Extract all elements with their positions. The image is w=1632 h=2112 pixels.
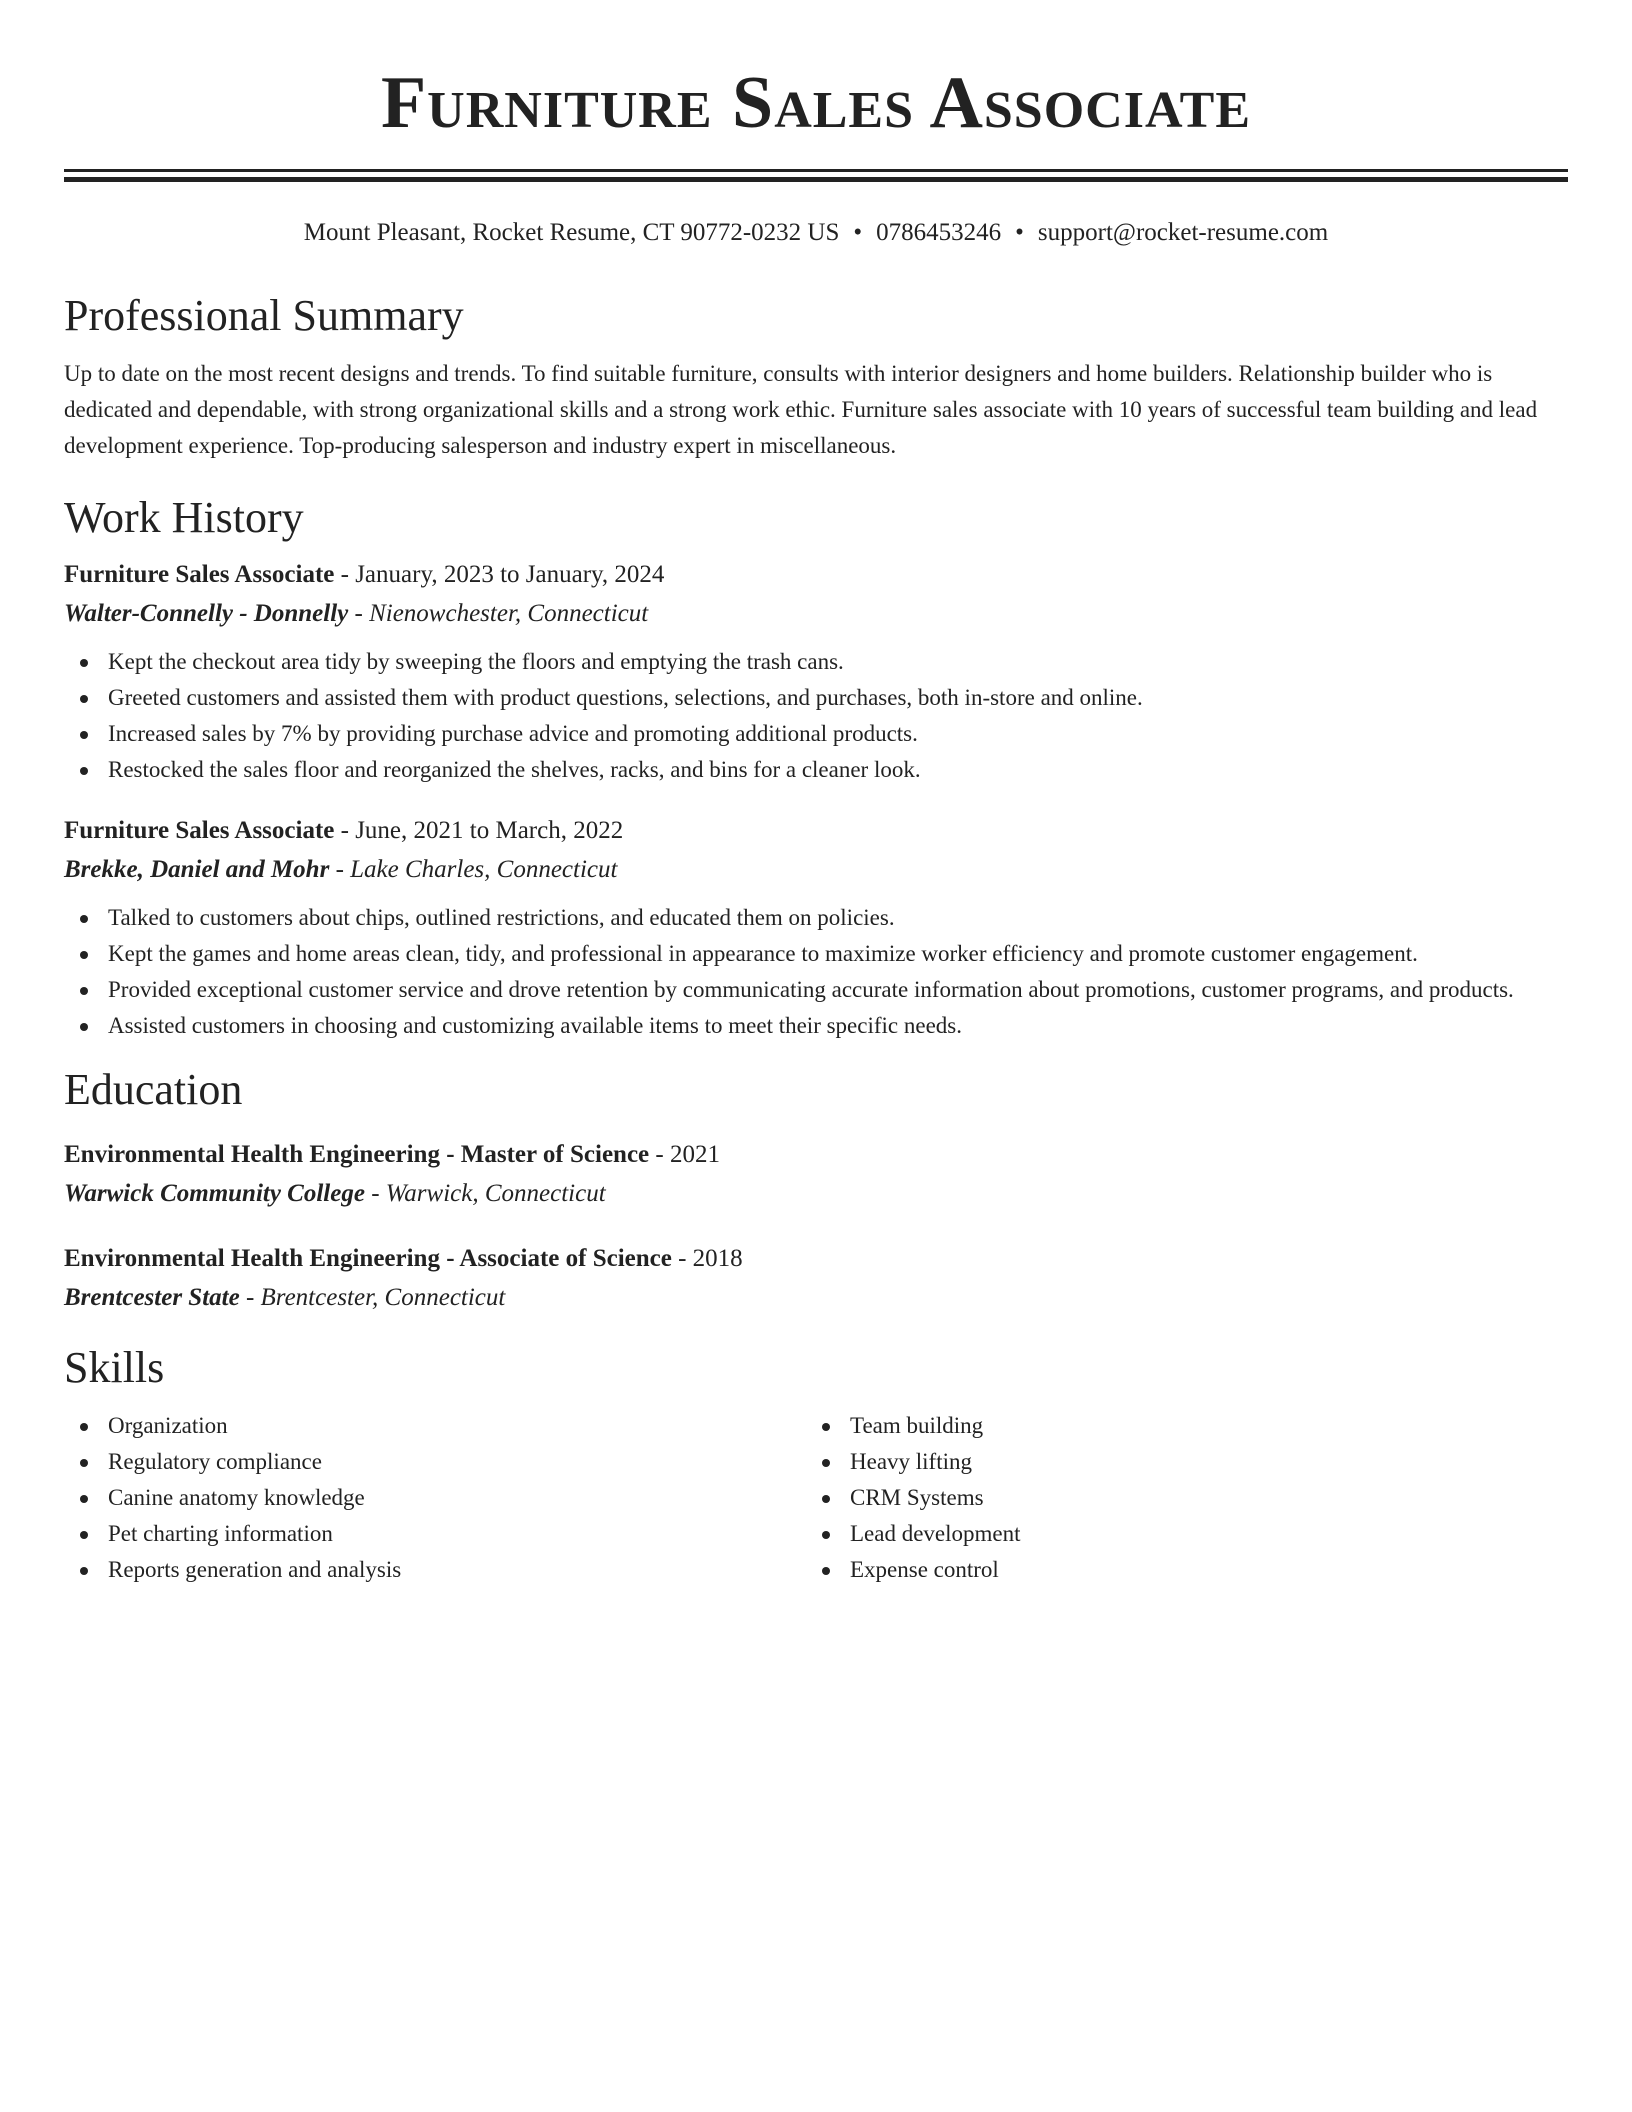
- education-year: - 2021: [649, 1141, 720, 1168]
- skill-item: Reports generation and analysis: [64, 1552, 806, 1588]
- contact-line: [64, 218, 1568, 248]
- job-company: Walter-Connelly - Donnelly: [64, 600, 349, 627]
- job-header: [64, 556, 1568, 594]
- education-location: - Warwick, Connecticut: [364, 1180, 606, 1207]
- section-title-summary: Professional Summary: [64, 291, 464, 340]
- skill-item: CRM Systems: [806, 1480, 1568, 1516]
- education-school-line: [64, 1278, 1568, 1318]
- contact-separator: •: [853, 219, 863, 246]
- skill-item: Lead development: [806, 1516, 1568, 1552]
- section-title-skills: Skills: [64, 1343, 165, 1392]
- skills-column-right: [806, 1408, 1568, 1588]
- job-company: Brekke, Daniel and Mohr: [64, 856, 330, 883]
- job-duty: Provided exceptional customer service and drove retention by communicating accurate information about promotions, customer programs, and products.: [64, 972, 1568, 1008]
- job-duty: Kept the games and home areas clean, tidy, and professional in appearance to maximize worker efficiency and promote customer engagement.: [64, 936, 1568, 972]
- skill-item: Organization: [64, 1408, 806, 1444]
- job-entry: [64, 556, 1568, 788]
- job-dates: - January, 2023 to January, 2024: [334, 561, 665, 588]
- education-school-line: [64, 1174, 1568, 1214]
- skills-list: [64, 1408, 1568, 1588]
- education-degree: Environmental Health Engineering - Associate of Science: [64, 1245, 672, 1272]
- job-entry: [64, 812, 1568, 1044]
- contact-email: support@rocket-resume.com: [1037, 219, 1329, 246]
- skills-column-left: [64, 1408, 806, 1588]
- education-year: - 2018: [671, 1245, 743, 1272]
- education-entry: [64, 1240, 1568, 1318]
- education-school: Warwick Community College: [64, 1180, 365, 1207]
- job-position: Furniture Sales Associate: [64, 817, 335, 844]
- skill-item: Regulatory compliance: [64, 1444, 806, 1480]
- skill-item: Pet charting information: [64, 1516, 806, 1552]
- job-duty: Talked to customers about chips, outlined restrictions, and educated them on policies.: [64, 900, 1568, 936]
- education-header: [64, 1240, 1568, 1278]
- contact-address: Mount Pleasant, Rocket Resume, CT 90772-0232 US: [303, 219, 840, 246]
- job-duty: Greeted customers and assisted them with product questions, selections, and purchases, both in-store and online.: [64, 680, 1568, 716]
- education-entry: [64, 1136, 1568, 1214]
- skill-item: Canine anatomy knowledge: [64, 1480, 806, 1516]
- job-duty: Assisted customers in choosing and customizing available items to meet their specific needs.: [64, 1008, 1568, 1044]
- job-duty: Kept the checkout area tidy by sweeping the floors and emptying the trash cans.: [64, 644, 1568, 680]
- job-header: [64, 812, 1568, 850]
- education-degree: Environmental Health Engineering - Master of Science: [64, 1141, 650, 1168]
- job-position: Furniture Sales Associate: [64, 561, 335, 588]
- job-location: - Nienowchester, Connecticut: [348, 600, 649, 627]
- contact-separator: •: [1015, 219, 1024, 246]
- skill-item: Team building: [806, 1408, 1568, 1444]
- skill-item: Expense control: [806, 1552, 1568, 1588]
- job-dates: - June, 2021 to March, 2022: [334, 817, 624, 844]
- header-rule-thick: [64, 177, 1568, 182]
- education-header: [64, 1136, 1568, 1174]
- job-duties: [64, 644, 1568, 788]
- skill-item: Heavy lifting: [806, 1444, 1568, 1480]
- candidate-name: Furniture Sales Associate: [380, 62, 1252, 144]
- education-location: - Brentcester, Connecticut: [239, 1284, 506, 1311]
- contact-phone: 0786453246: [876, 219, 1002, 246]
- job-duty: Restocked the sales floor and reorganized the shelves, racks, and bins for a cleaner look.: [64, 752, 1568, 788]
- section-title-work-history: Work History: [64, 493, 304, 542]
- section-title-education: Education: [64, 1065, 243, 1114]
- job-employer: [64, 850, 1568, 890]
- job-duties: [64, 900, 1568, 1044]
- education-school: Brentcester State: [64, 1284, 240, 1311]
- job-duty: Increased sales by 7% by providing purchase advice and promoting additional products.: [64, 716, 1568, 752]
- job-employer: [64, 594, 1568, 634]
- job-location: - Lake Charles, Connecticut: [329, 856, 618, 883]
- summary-text: Up to date on the most recent designs and trends. To find suitable furniture, consults with interior designers and home builders. Relationship builder who is dedicated and dependable, with strong organizational skills and a strong work ethic. Furniture sales associate with 10 years of successful team building and lead development experience. Top-producing salesperson and industry expert in miscellaneous.: [64, 361, 1538, 458]
